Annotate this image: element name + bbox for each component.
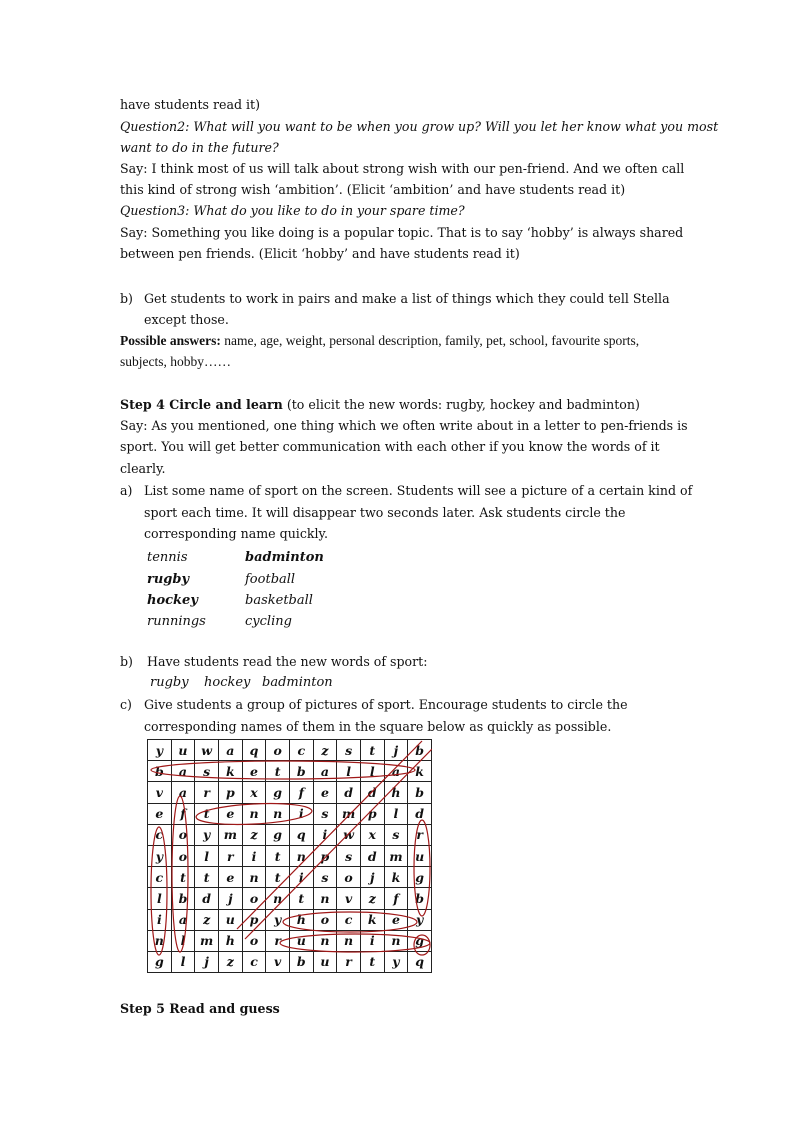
grid-cell: l	[171, 951, 195, 972]
grid-cell: h	[384, 782, 408, 803]
grid-cell: n	[313, 930, 337, 951]
grid-cell: m	[384, 845, 408, 866]
step-4-say-line-3: clearly.	[120, 461, 166, 476]
grid-cell: l	[360, 761, 384, 782]
grid-cell: s	[195, 761, 219, 782]
part-a-marker: a)	[120, 483, 133, 498]
grid-cell: u	[408, 845, 432, 866]
grid-cell: s	[337, 845, 361, 866]
grid-cell: d	[195, 888, 219, 909]
grid-cell: z	[195, 909, 219, 930]
say-2-line-1	[120, 222, 683, 243]
grid-cell: g	[408, 930, 432, 951]
step-4-heading	[120, 394, 640, 415]
step-4-note: (to elicit the new words: rugby, hockey and badminton)	[282, 397, 640, 412]
step-5-heading: Step 5 Read and guess	[120, 1001, 280, 1016]
grid-cell: m	[195, 930, 219, 951]
grid-cell: b	[408, 888, 432, 909]
circle-football	[172, 796, 188, 952]
grid-cell: z	[360, 888, 384, 909]
grid-cell: s	[384, 824, 408, 845]
grid-cell: n	[337, 930, 361, 951]
say-label: Say:	[120, 418, 148, 433]
question-3-line: Question3: What do you like to do in your spare time?	[120, 203, 465, 218]
grid-cell: v	[148, 782, 172, 803]
grid-cell: w	[337, 824, 361, 845]
possible-answers-line-1	[120, 330, 639, 351]
grid-cell: l	[337, 761, 361, 782]
grid-cell: a	[171, 909, 195, 930]
grid-cell: j	[195, 951, 219, 972]
sport-item: tennis	[147, 550, 188, 565]
grid-cell: p	[218, 782, 242, 803]
grid-cell: k	[360, 909, 384, 930]
grid-cell: o	[242, 888, 266, 909]
grid-cell: t	[171, 867, 195, 888]
part-b2-marker: b)	[120, 654, 133, 669]
grid-cell: i	[242, 845, 266, 866]
grid-cell: g	[266, 824, 290, 845]
part-b-line-1: Get students to work in pairs and make a list of things which they could tell Stella	[144, 291, 670, 306]
grid-cell: l	[195, 845, 219, 866]
sport-item: basketball	[245, 593, 313, 608]
circle-basketball	[151, 761, 415, 779]
grid-cell: b	[171, 888, 195, 909]
grid-cell: r	[195, 782, 219, 803]
grid-cell: k	[218, 761, 242, 782]
grid-cell: n	[313, 888, 337, 909]
step-4-say-line-2: sport. You will get better communication with each other if you know the words of it	[120, 439, 660, 454]
grid-cell: b	[289, 951, 313, 972]
grid-cell: e	[218, 803, 242, 824]
possible-answers-label: Possible answers:	[120, 333, 221, 348]
grid-cell: a	[384, 761, 408, 782]
grid-cell: t	[289, 888, 313, 909]
grid-cell: m	[337, 803, 361, 824]
grid-cell: o	[313, 909, 337, 930]
part-c-marker: c)	[120, 697, 132, 712]
part-b-line-2: except those.	[144, 312, 229, 327]
grid-cell: c	[289, 740, 313, 761]
grid-cell: y	[148, 740, 172, 761]
grid-cell: z	[218, 951, 242, 972]
grid-cell: f	[384, 888, 408, 909]
grid-cell: j	[218, 888, 242, 909]
grid-cell: e	[148, 803, 172, 824]
diagonal-badminton-2	[245, 749, 432, 939]
grid-cell: l	[384, 803, 408, 824]
new-word: rugby	[150, 675, 189, 690]
grid-cell: y	[408, 909, 432, 930]
circle-hockey	[283, 912, 417, 932]
question-2-line-1: Question2: What will you want to be when you grow up? Will you let her know what you most	[120, 119, 719, 134]
grid-cell: p	[242, 909, 266, 930]
grid-cell: b	[148, 761, 172, 782]
grid-cell: z	[242, 824, 266, 845]
grid-cell: b	[408, 782, 432, 803]
sport-item: runnings	[147, 614, 206, 629]
grid-cell: n	[148, 930, 172, 951]
circled-words-overlay	[147, 739, 432, 981]
grid-cell: j	[384, 740, 408, 761]
circle-rugby	[414, 820, 430, 916]
grid-cell: t	[266, 845, 290, 866]
grid-cell: a	[171, 761, 195, 782]
grid-cell: n	[289, 845, 313, 866]
part-c-line-2: corresponding names of them in the square below as quickly as possible.	[144, 719, 612, 734]
grid-cell: o	[337, 867, 361, 888]
possible-answers-text: name, age, weight, personal description, family, pet, school, favourite sports,	[220, 333, 640, 348]
step-4-say-line-1	[120, 415, 688, 436]
grid-cell: r	[266, 930, 290, 951]
grid-cell: n	[384, 930, 408, 951]
sport-item: hockey	[147, 593, 198, 608]
grid-cell: c	[148, 824, 172, 845]
grid-cell: r	[408, 824, 432, 845]
grid-cell: d	[360, 782, 384, 803]
grid-cell: t	[266, 867, 290, 888]
step-4-title: Step 4 Circle and learn	[120, 397, 283, 412]
grid-cell: q	[242, 740, 266, 761]
grid-cell: m	[218, 824, 242, 845]
grid-cell: o	[171, 824, 195, 845]
grid-cell: u	[171, 740, 195, 761]
grid-cell: t	[195, 867, 219, 888]
grid-cell: k	[384, 867, 408, 888]
grid-cell: u	[313, 951, 337, 972]
grid-cell: p	[313, 845, 337, 866]
grid-cell: s	[313, 803, 337, 824]
grid-cell: k	[408, 761, 432, 782]
grid-cell: r	[218, 845, 242, 866]
grid-cell: f	[171, 803, 195, 824]
grid-cell: o	[242, 930, 266, 951]
grid-cell: n	[242, 867, 266, 888]
grid-cell: e	[218, 867, 242, 888]
grid-cell: y	[195, 824, 219, 845]
part-a-line-2: sport each time. It will disappear two seconds later. Ask students circle the	[144, 505, 626, 520]
grid-cell: s	[313, 867, 337, 888]
grid-cell: w	[195, 740, 219, 761]
circle-running	[280, 934, 430, 952]
sport-item: badminton	[245, 550, 324, 565]
grid-cell: s	[337, 740, 361, 761]
grid-cell: y	[384, 951, 408, 972]
grid-cell: g	[148, 951, 172, 972]
grid-cell: q	[289, 824, 313, 845]
grid-cell: o	[171, 845, 195, 866]
grid-cell: u	[289, 930, 313, 951]
grid-cell: f	[289, 782, 313, 803]
grid-cell: x	[360, 824, 384, 845]
grid-cell: v	[337, 888, 361, 909]
grid-cell: e	[242, 761, 266, 782]
grid-cell: i	[289, 803, 313, 824]
new-word: badminton	[262, 675, 333, 690]
grid-cell: t	[266, 761, 290, 782]
grid-cell: b	[289, 761, 313, 782]
say-1-line-2: this kind of strong wish ‘ambition’. (Elicit ‘ambition’ and have students read it)	[120, 182, 626, 197]
grid-cell: d	[360, 845, 384, 866]
grid-cell: e	[384, 909, 408, 930]
diagonal-badminton-1	[237, 741, 422, 929]
say-label: Say:	[120, 225, 148, 240]
grid-cell: g	[408, 867, 432, 888]
grid-cell: c	[242, 951, 266, 972]
grid-cell: z	[313, 740, 337, 761]
grid-cell: x	[242, 782, 266, 803]
grid-cell: h	[218, 930, 242, 951]
grid-cell: a	[313, 761, 337, 782]
grid-cell: c	[148, 867, 172, 888]
grid-cell: o	[266, 740, 290, 761]
circle-cycling	[151, 827, 167, 955]
part-c-line-1: Give students a group of pictures of sport. Encourage students to circle the	[144, 697, 628, 712]
grid-cell: e	[313, 782, 337, 803]
grid-cell: d	[337, 782, 361, 803]
grid-cell: a	[171, 782, 195, 803]
grid-cell: n	[242, 803, 266, 824]
grid-cell: a	[218, 740, 242, 761]
grid-cell: v	[266, 951, 290, 972]
grid-cell: l	[171, 930, 195, 951]
grid-cell: h	[289, 909, 313, 930]
say-text: As you mentioned, one thing which we often write about in a letter to pen-friends is	[147, 418, 688, 433]
grid-cell: d	[408, 803, 432, 824]
part-b-marker: b)	[120, 291, 133, 306]
possible-answers-line-2: subjects, hobby……	[120, 354, 231, 369]
new-word: hockey	[204, 675, 251, 690]
grid-cell: c	[337, 909, 361, 930]
say-label: Say:	[120, 161, 148, 176]
sport-item: cycling	[245, 614, 292, 629]
intro-line: have students read it)	[120, 97, 261, 112]
grid-cell: t	[360, 740, 384, 761]
grid-cell: q	[408, 951, 432, 972]
word-search-grid	[147, 739, 432, 981]
grid-cell: t	[195, 803, 219, 824]
part-a-line-1: List some name of sport on the screen. Students will see a picture of a certain kind of	[144, 483, 693, 498]
part-b2-line: Have students read the new words of sport:	[147, 654, 428, 669]
say-1-line-1	[120, 158, 684, 179]
grid-cell: n	[266, 888, 290, 909]
grid-cell: i	[313, 824, 337, 845]
grid-cell: i	[148, 909, 172, 930]
grid-cell: g	[266, 782, 290, 803]
sport-item: rugby	[147, 572, 190, 587]
grid-cell: y	[148, 845, 172, 866]
grid-cell: r	[337, 951, 361, 972]
grid-cell: i	[360, 930, 384, 951]
part-a-line-3: corresponding name quickly.	[144, 526, 328, 541]
grid-cell: p	[360, 803, 384, 824]
sport-item: football	[245, 572, 296, 587]
grid-cell: j	[360, 867, 384, 888]
say-text: I think most of us will talk about strong wish with our pen-friend. And we often call	[147, 161, 685, 176]
grid-cell: l	[148, 888, 172, 909]
grid-cell: i	[289, 867, 313, 888]
say-2-line-2: between pen friends. (Elicit ‘hobby’ and have students read it)	[120, 246, 520, 261]
grid-cell: y	[266, 909, 290, 930]
question-2-line-2: want to do in the future?	[120, 140, 279, 155]
circle-tennis	[196, 801, 313, 827]
grid-cell: u	[218, 909, 242, 930]
grid-cell: b	[408, 740, 432, 761]
grid-cell: t	[360, 951, 384, 972]
grid-cell: n	[266, 803, 290, 824]
say-text: Something you like doing is a popular topic. That is to say ‘hobby’ is always shared	[147, 225, 684, 240]
